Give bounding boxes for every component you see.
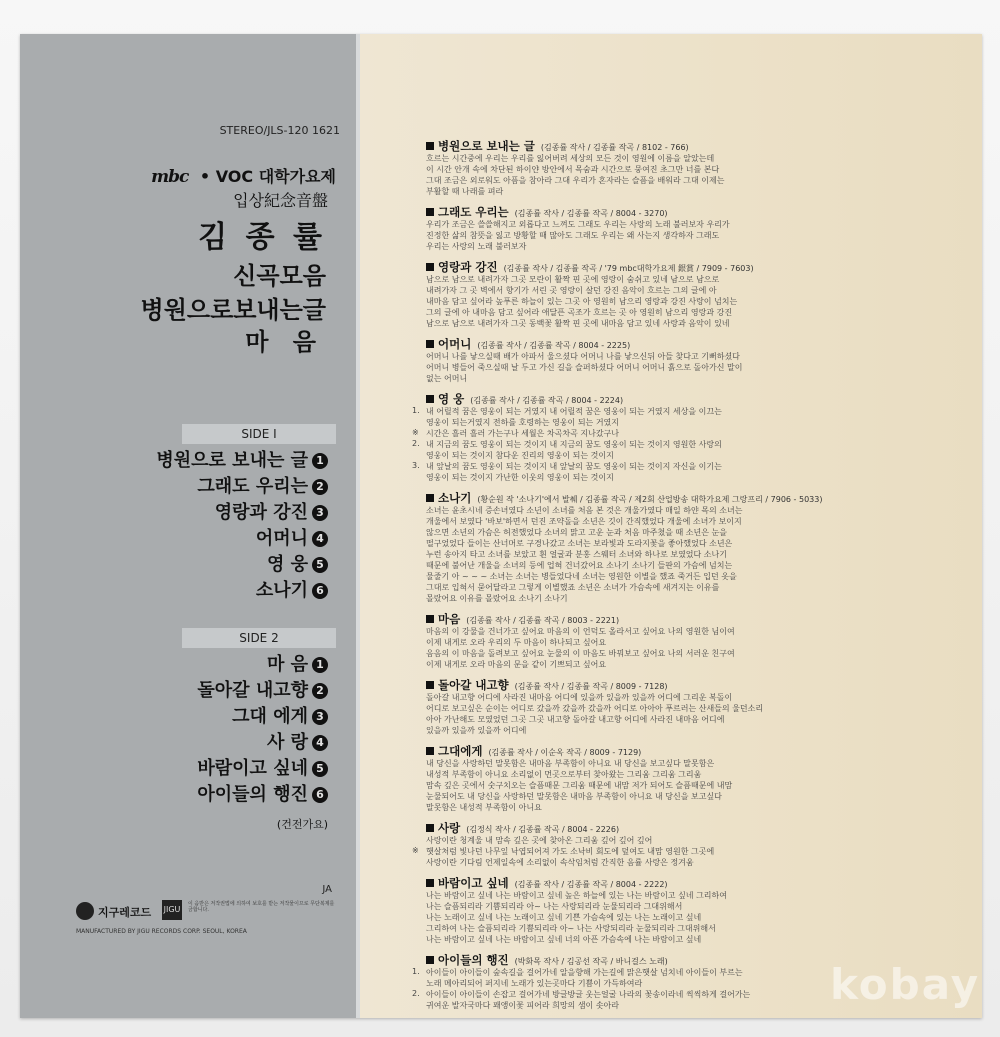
- lyric-line: 누런 송아지 타고 소녀를 보았고 흰 얼굴과 분홍 스웨터 소녀와 하나로 보였었다 소나기: [426, 550, 727, 559]
- song-title: 사랑: [438, 821, 461, 835]
- album-back-cover: [20, 34, 982, 1018]
- song-title: 영랑과 강진: [438, 260, 498, 274]
- track-title: 어머니: [255, 528, 308, 549]
- lyric-line: 몰랐어요 이유를 몰랐어요 소나기 소나기: [426, 594, 568, 603]
- lyric-line: 부활할 때 나래를 펴라: [426, 187, 504, 196]
- song-heading: [426, 336, 630, 352]
- lyric-line: 아이들이 아이들이 숲속길을 걸어가네 알을향해 가는길에 맑은햇살 넘치네 아이들이 부르는: [426, 968, 743, 977]
- song-heading: [426, 391, 623, 407]
- song-title: 소나기: [438, 491, 472, 505]
- lyric-line: 내려가자 그 곳 벽에서 향기가 서린 곳 영랑이 살던 강진 음악이 흐르는 그의 글에 아: [426, 286, 717, 295]
- song-title: 그대에게: [438, 744, 483, 758]
- lyric-line: 이제 내게로 오라 우리의 두 마음이 하나되고 싶어요: [426, 638, 607, 647]
- track-number-badge: 2: [312, 683, 328, 699]
- song-credit: (박화목 작사 / 김공선 작곡 / 바니걸스 노래): [514, 957, 668, 966]
- bullet-square-icon: [426, 263, 434, 271]
- track-title: 그대 에게: [232, 706, 308, 727]
- tracklist-panel: [20, 34, 360, 1018]
- verse-marker: 1.: [412, 406, 420, 415]
- lyric-line: 떨구었었다 들이는 산너머로 구경나갔고 소녀는 보라빛과 도라지꽃을 좋아했었다 소년은: [426, 539, 733, 548]
- lyric-line: 내 지금의 꿈도 영웅이 되는 것이지 내 지금의 꿈도 영웅이 되는 것이지 영원한 사랑의: [426, 440, 722, 449]
- lyric-line: 말못함은 내성적 부족함이 아니요: [426, 803, 542, 812]
- bullet-square-icon: [426, 208, 434, 216]
- song-heading: [426, 875, 668, 891]
- side1-track: [156, 446, 328, 472]
- lyric-line: 우리는 사랑의 노래 불러보자: [426, 242, 527, 251]
- song-credit: (김종률 작사 / 김종률 작곡 / '79 mbc대학가요제 銀賞 / 7909 - 7603): [503, 264, 754, 273]
- side1-track: [267, 550, 328, 576]
- lyric-line: 내마음 담고 싶어라 높푸른 하늘이 있는 그곳 아 영원히 남으리 영랑과 강진 사랑이 넘치는: [426, 297, 738, 306]
- song-title: 바람이고 싶네: [438, 876, 509, 890]
- song-heading: [426, 204, 668, 220]
- song-heading: [426, 820, 619, 836]
- song-heading: [426, 743, 641, 759]
- side2-track: [197, 754, 328, 780]
- song-credit: (김종률 작사 / 김종률 작곡 / 8102 - 766): [540, 143, 689, 152]
- track-number-badge: 1: [312, 657, 328, 673]
- song-heading: [426, 490, 822, 506]
- event-subtitle: 입상紀念音盤: [233, 191, 328, 210]
- lyric-line: 있을까 있을까 있을까 어디에: [426, 726, 527, 735]
- song-credit: (김종률 작사 / 김종률 작곡 / 8004 - 2225): [477, 341, 631, 350]
- lyric-line: 이제 내게로 오라 마음의 문을 같이 기쁘되고 싶어요: [426, 660, 607, 669]
- label-mark: JIGU: [162, 900, 182, 920]
- lyric-line: 눈물되어도 내 당신을 사랑하던 말못함은 내마음 부족함이 아니요 내 당신을 보고싶다: [426, 792, 722, 801]
- verse-marker: 2.: [412, 439, 420, 448]
- song-heading: [426, 952, 668, 968]
- album-title-1: 병원으로보내는글: [140, 296, 326, 324]
- ja-mark: JA: [322, 884, 332, 895]
- event-title: [151, 164, 336, 187]
- song-title: 마음: [438, 612, 461, 626]
- lyric-line: 영웅이 되는 것이지 참다운 진리의 영웅이 되는 것이지: [426, 451, 614, 460]
- song-credit: (김종률 작사 / 김종률 작곡 / 8003 - 2221): [466, 616, 620, 625]
- song-title: 어머니: [438, 337, 472, 351]
- lyric-line: 어머니 나를 낳으실때 배가 아파서 울으셨다 어머니 나를 낳으신뒤 아들 찾다고 기뻐하셨다: [426, 352, 740, 361]
- lyric-line: 물줄기 아 ~ ~ ~ 소녀는 소녀는 병들었다네 소녀는 영원한 이별을 했죠 죽거든 입던 옷을: [426, 572, 737, 581]
- song-title: 그래도 우리는: [438, 205, 509, 219]
- track-number-badge: 4: [312, 735, 328, 751]
- lyric-line: 남으로 남으로 내려가자 그곳 동백꽃 활짝 핀 곳에 내마음 담고 있네 사랑과 음악이 있네: [426, 319, 730, 328]
- lyric-line: 시간은 흘러 흘러 가는구나 세월은 차곡차곡 지나갔구나: [426, 429, 619, 438]
- track-title: 마 음: [266, 654, 308, 675]
- bullet-square-icon: [426, 879, 434, 887]
- lyric-line: 진정한 삶의 참뜻을 잃고 방황할 때 많아도 그래도 우리는 왜 사는지 생각하자 그래도: [426, 231, 720, 240]
- bullet-square-icon: [426, 340, 434, 348]
- lyric-line: 그리하여 나는 슬픔되리라 기쁨되리라 아~ 나는 사랑되리라 눈물되리라 그대위해서: [426, 924, 716, 933]
- track-title: 사 랑: [266, 732, 308, 753]
- track-title: 바람이고 싶네: [197, 758, 308, 779]
- song-title: 병원으로 보내는 글: [438, 139, 535, 153]
- track-number-badge: 3: [312, 505, 328, 521]
- lyric-line: 노래 메아리되어 퍼지네 노래가 있는곳마다 기쁨이 가득하여라: [426, 979, 643, 988]
- track-number-badge: 2: [312, 479, 328, 495]
- lyric-line: 아이들이 아이들이 손잡고 걸어가네 방글방글 웃는얼굴 나라의 꽃송이라네 씩씩하게 걸어가는: [426, 990, 751, 999]
- bullet-square-icon: [426, 494, 434, 502]
- track-title: 아이들의 행진: [197, 784, 308, 805]
- lyric-line: 어디로 보고싶은 순이는 어디로 갔을까 갔을까 갔을까 어디로 아아아 푸르러는 산새들의 울던소리: [426, 704, 764, 713]
- track-number-badge: 3: [312, 709, 328, 725]
- label-small-print: 이 음반은 저작권법에 의하여 보호를 받는 저작물이므로 무단복제를 금합니다.: [188, 901, 335, 913]
- side2-track: [197, 676, 328, 702]
- lyric-line: 그의 글에 아 내마음 담고 싶어라 애달픈 곡조가 흐르는 곳 아 영원히 남으리 영랑과 강진: [426, 308, 733, 317]
- song-credit: (김종률 작사 / 김종률 작곡 / 8009 - 7128): [514, 682, 668, 691]
- track-title: 소나기: [255, 580, 308, 601]
- lyrics-panel: [360, 34, 982, 1018]
- song-credit: (황순원 작 '소나기'에서 발췌 / 김종률 작곡 / 제2회 산업방송 대학가요제 그랑프리 / 7906 - 5033): [477, 495, 823, 504]
- mbc-logo: mbc: [151, 167, 189, 187]
- bullet-square-icon: [426, 747, 434, 755]
- song-title: 돌아갈 내고향: [438, 678, 509, 692]
- lyric-line: 내 당신을 사랑하던 말못함은 내마음 부족함이 아니요 내 당신을 보고싶다 말못함은: [426, 759, 715, 768]
- verse-marker: ※: [412, 846, 419, 855]
- song-credit: (김정식 작사 / 김종률 작곡 / 8004 - 2226): [466, 825, 620, 834]
- artist-name: 김 종 률: [198, 220, 326, 255]
- verse-marker: ※: [412, 428, 419, 437]
- song-heading: [426, 138, 689, 154]
- album-title-2: 마 음: [245, 328, 324, 356]
- track-number-badge: 6: [312, 583, 328, 599]
- song-heading: [426, 611, 619, 627]
- event-name: • VOC 대학가요제: [199, 167, 336, 186]
- track-number-badge: 4: [312, 531, 328, 547]
- bullet-square-icon: [426, 681, 434, 689]
- lyric-line: 사랑이란 청계울 내 맘속 깊은 곳에 찾아온 그리움 깊어 깊어 깊어: [426, 836, 653, 845]
- manufacturer-line: MANUFACTURED BY JIGU RECORDS CORP. SEOUL, KOREA: [76, 928, 247, 935]
- song-credit: (김종률 작사 / 김종률 작곡 / 8004 - 2224): [470, 396, 624, 405]
- lyric-line: 개울에서 보였다 '바보'하면서 던진 조약돌을 소년은 깃이 간직했었다 개울에 소녀가 보이지: [426, 517, 742, 526]
- lyric-line: 내 앞날의 꿈도 영웅이 되는 것이지 내 앞날의 꿈도 영웅이 되는 것이지 자신을 이기는: [426, 462, 722, 471]
- song-heading: [426, 677, 668, 693]
- song-credit: (김종률 작사 / 이순옥 작곡 / 8009 - 7129): [488, 748, 642, 757]
- lyric-line: 이 시간 안개 속에 차단된 하이얀 방안에서 목숨과 시간으로 뭉여진 초그만 너를 본다: [426, 165, 720, 174]
- lyric-line: 맘속 깊은 곳에서 숫구치오는 슬픔때문 그리움 때문에 내맘 저가 되어도 슬픔때문에 내맘: [426, 781, 733, 790]
- track-number-badge: 5: [312, 557, 328, 573]
- lyric-line: 내성적 부족함이 아니요 소리없이 먼곳으로부터 찾아왔는 그리움 그리움 그리움: [426, 770, 702, 779]
- lyric-line: 나는 노래이고 싶네 나는 노래이고 싶네 기쁜 가슴속에 있는 나는 노래이고 싶네: [426, 913, 702, 922]
- song-credit: (김종률 작사 / 김종률 작곡 / 8004 - 3270): [514, 209, 668, 218]
- lyric-line: 않으면 소년의 가슴은 허전했었다 소녀의 맑고 고운 눈과 처음 마주쳤을 때 소년은 눈을: [426, 528, 727, 537]
- lyric-line: 나는 슬픔되리라 기쁨되리라 아~ 나는 사랑되리라 눈물되리라 그대위해서: [426, 902, 683, 911]
- lyric-line: 돌아갈 내고향 어디에 사라진 내마음 어디에 있을까 있을까 있을까 어디에 그리운 복돌이: [426, 693, 733, 702]
- lyric-line: 귀여운 발자국마다 꽤앵이꽃 피어라 희망의 샘이 솟아라: [426, 1001, 619, 1010]
- lyric-line: 때문에 불어난 개울을 소녀의 등에 업혀 건너갔어요 소나기 소나기 들판의 가슴에 넘치는: [426, 561, 733, 570]
- lyric-line: 그대로 입혀서 묻어달라고 그렇게 이별했죠 소년은 소녀가 가슴속에 새겨지는 이유를: [426, 583, 720, 592]
- lyric-line: 햇살처럼 빛나던 나무잎 낙엽되어져 가도 소낙비 회도에 덮여도 내맘 영원한 그곳에: [426, 847, 715, 856]
- bullet-square-icon: [426, 615, 434, 623]
- side2-track: [267, 728, 328, 754]
- lyric-line: 없는 어머니: [426, 374, 468, 383]
- song-title: 영 웅: [438, 392, 465, 406]
- lyric-line: 흐르는 시간중에 우리는 우리를 잃어버려 세상의 모든 것이 영원에 이름을 알았는데: [426, 154, 715, 163]
- bullet-square-icon: [426, 142, 434, 150]
- lyric-line: 영웅이 되는 것이지 가난한 이웃의 영웅이 되는 것이지: [426, 473, 614, 482]
- verse-marker: 2.: [412, 989, 420, 998]
- side2-label: SIDE 2: [182, 628, 336, 648]
- bullet-square-icon: [426, 395, 434, 403]
- lyric-line: 나는 바람이고 싶네 나는 바람이고 싶네 너의 아픈 가슴속에 나는 바람이고 싶네: [426, 935, 702, 944]
- lyric-line: 어머니 병들어 죽으실때 날 두고 가신 길을 슬퍼하셨다 어머니 어머니 흙으로 돌아가신 말이: [426, 363, 743, 372]
- record-label: [76, 900, 336, 924]
- side1-track: [215, 498, 328, 524]
- lyric-line: 내 어릴적 꿈은 영웅이 되는 거였지 내 어릴적 꿈은 영웅이 되는 거였지 세상을 이끄는: [426, 407, 722, 416]
- verse-marker: 3.: [412, 461, 420, 470]
- label-name: 지구레코드: [98, 906, 152, 919]
- lyric-line: 나는 바람이고 싶네 나는 바람이고 싶네 높은 하늘에 있는 나는 바람이고 싶네 그리하여: [426, 891, 727, 900]
- lyric-line: 음음의 이 마음을 돌려보고 싶어요 눈물의 이 마음도 바꿔보고 싶어요 나의 서러운 친구여: [426, 649, 735, 658]
- jigu-logo-icon: [76, 902, 94, 920]
- bullet-square-icon: [426, 824, 434, 832]
- track-number-badge: 6: [312, 787, 328, 803]
- track-title: 영 웅: [266, 554, 308, 575]
- song-title: 아이들의 행진: [438, 953, 509, 967]
- lyric-line: 마음의 이 강물을 건너가고 싶어요 마음의 이 언덕도 올라서고 싶어요 나의 영원한 님이여: [426, 627, 735, 636]
- track-number-badge: 5: [312, 761, 328, 777]
- song-credit: (김종률 작사 / 김종률 작곡 / 8004 - 2222): [514, 880, 668, 889]
- lyric-line: 우리가 조금은 쓸쓸해지고 외롭다고 느껴도 그래도 우리는 사랑의 노래 불러보자 우리가: [426, 220, 730, 229]
- side2-track: [197, 780, 328, 806]
- catalog-number: STEREO/JLS-120 1621: [219, 124, 340, 137]
- side2-track: [267, 650, 328, 676]
- lyric-line: 남으로 남으로 내려가자 그곳 모란이 활짝 핀 곳에 영랑이 숨쉬고 있네 남으로 남으로: [426, 275, 720, 284]
- side2-track: [232, 702, 328, 728]
- track-title: 병원으로 보내는 글: [156, 450, 308, 471]
- side1-track: [197, 472, 328, 498]
- bullet-square-icon: [426, 956, 434, 964]
- lyric-line: 아아 가난해도 모였었던 그곳 그곳 내고향 돌아갈 내고향 어디에 사라진 내마음 어디에: [426, 715, 725, 724]
- lyric-line: 사랑이란 기다림 언제일속에 소리없이 속삭임처럼 간직한 음률 사랑은 정겨움: [426, 858, 694, 867]
- track-title: 영랑과 강진: [214, 502, 308, 523]
- lyric-line: 영웅이 되는거였지 전하를 호령하는 영웅이 되는 거였지: [426, 418, 619, 427]
- side1-label: SIDE I: [182, 424, 336, 444]
- album-subtitle: 신곡모음: [233, 262, 326, 290]
- side1-track: [256, 524, 328, 550]
- track-title: 돌아갈 내고향: [197, 680, 308, 701]
- lyric-line: 소녀는 윤초시네 증손녀였다 소년이 소녀를 처음 본 것은 개울가였다 매일 하얀 목의 소녀는: [426, 506, 743, 515]
- side2-note: (건전가요): [276, 818, 328, 831]
- lyric-line: 그대 조금은 외로워도 아픔을 참아라 그대 우리가 혼자라는 슬픔을 배워라 그대 이제는: [426, 176, 725, 185]
- track-title: 그래도 우리는: [197, 476, 308, 497]
- track-number-badge: 1: [312, 453, 328, 469]
- watermark: kobay: [830, 960, 981, 1009]
- side1-track: [256, 576, 328, 602]
- verse-marker: 1.: [412, 967, 420, 976]
- song-heading: [426, 259, 754, 275]
